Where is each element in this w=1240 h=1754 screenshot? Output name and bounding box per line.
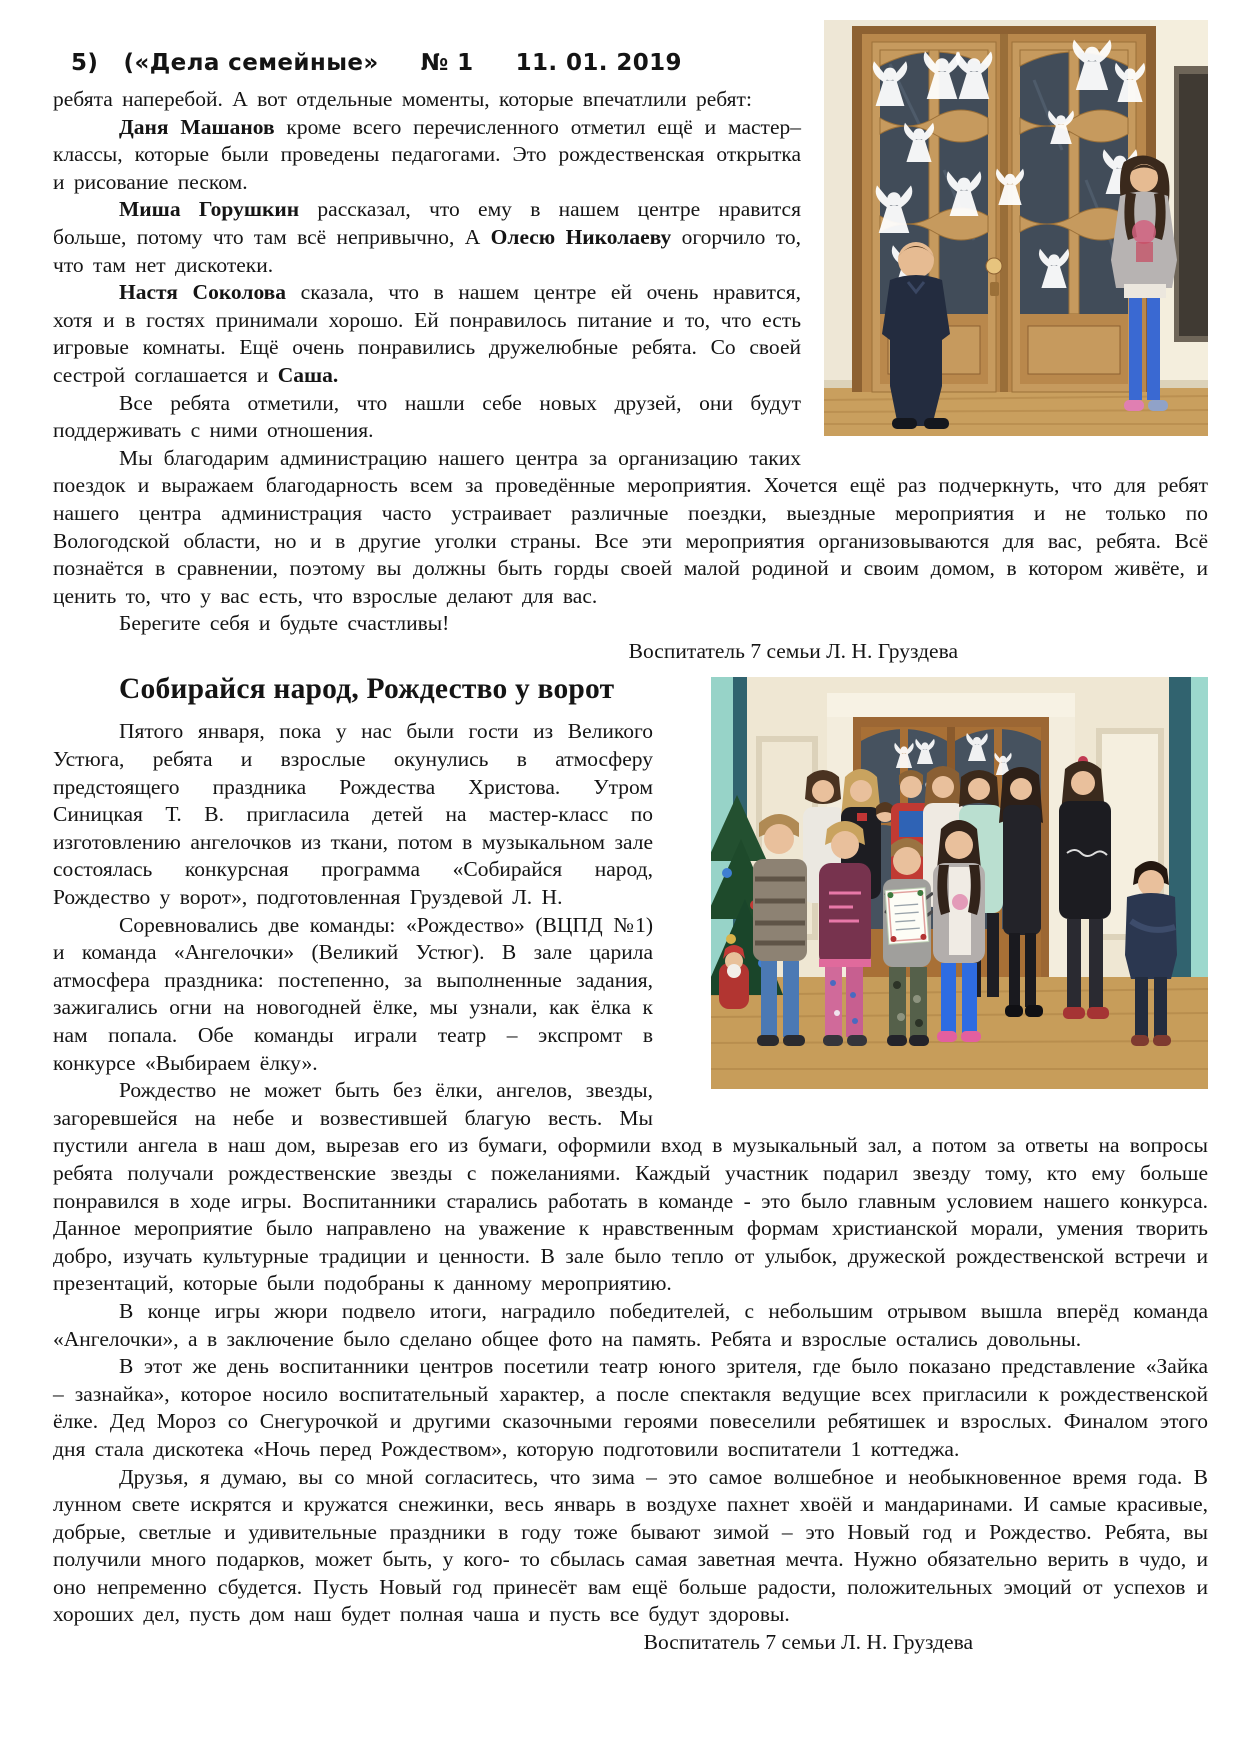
group-photo-illustration xyxy=(711,677,1208,1089)
text-run: сказала, что в нашем центре ей очень нравится, хотя и в гостях принимали хорошо. Ей понравилось питание и то, что есть игровые комнаты. Ещё очень понравились дружелюбные ребята. Со своей сестрой соглашается и xyxy=(53,280,801,387)
section-title: Собирайся народ, Рождество у ворот xyxy=(119,673,615,706)
paragraph-jury: В конце игры жюри подвело итоги, наградило победителей, с небольшим отрывом вышла вперёд команда «Ангелочки», а в заключение было сделано общее фото на память. Ребята и взрослые остались довольны. xyxy=(53,1298,1208,1351)
paragraph-angels: Рождество не может быть без ёлки, ангелов, звезды, загоревшейся на небе и возвестившей благую весть. Мы пустили ангела в наш дом, вырезав его из бумаги, оформили вход в музыкальный зал, а потом за ответы на вопросы ребята получали рождественские звезды с пожеланиями. Каждый участник подарил звезду тому, кто ему больше понравился в ходе игры. Воспитанники старались работать в команде - это было главным условием нашего конкурса. Данное мероприятие было направлено на уважение к нравственным формам христианской морали, умения творить добро, изучать культурные традиции и ценности. В зале было тепло от улыбок, дружеской рождественской встречи и презентаций, которые были подобраны к данному мероприятию. xyxy=(53,1078,1208,1296)
paragraph-theatre: В этот же день воспитанники центров посетили театр юного зрителя, где было показано представление «Зайка – зазнайка», которое носило воспитательный характер, а после спектакля ведущие всех пригласили к рождественской ёлке. Дед Мороз со Снегурочкой и другими сказочными героями повеселили ребятишек и взрослых. Финалом этого дня стала дискотека «Ночь перед Рождеством», которую подготовили воспитатели 1 коттеджа. xyxy=(53,1354,1208,1461)
paragraph-friends: Все ребята отметили, что нашли себе новых друзей, они будут поддерживать с ними отношения. xyxy=(53,390,801,443)
child-name-olesya: Олесю Николаеву xyxy=(490,224,672,249)
page-header: 5) («Дела семейные» № 1 11. 01. 2019 xyxy=(71,50,682,76)
paragraph-jan5: Пятого января, пока у нас были гости из Великого Устюга, ребята и взрослые окунулись в атмосферу предстоящего праздника Рождества Христова. Утром Синицкая Т. В. пригласила детей на мастер-класс по изготовлению ангелочков из ткани, потом в музыкальном зале состоялась конкурсная программа «Собирайся народ, Рождество у ворот», подготовленная Груздевой Л. Н. xyxy=(53,719,653,910)
paragraph-intro: ребята наперебой. А вот отдельные моменты, которые впечатлили ребят: xyxy=(53,87,752,111)
paragraph-winter: Друзья, я думаю, вы со мной согласитесь, что зима – это самое волшебное и необыкновенное время года. В лунном свете искрятся и кружатся снежинки, весь январь в воздухе пахнет хвоёй и мандаринами. И самые красивые, добрые, светлые и удивительные праздники в году тоже бывают зимой – это Новый год и Рождество. Ребята, вы получили много подарков, может быть, у кого- то сбылась самая заветная мечта. Нужно обязательно верить в чудо, и оно непременно сбудется. Пусть Новый год принесёт вам ещё больше радости, положительных эмоций от успехов и хороших дел, пусть дом наш будет полная чаша и пусть все будут здоровы. xyxy=(53,1464,1208,1627)
child-name-nastya: Настя Соколова xyxy=(119,280,287,305)
photo-group-children-christmas xyxy=(711,677,1208,1089)
signature-section1: Воспитатель 7 семьи Л. Н. Груздева xyxy=(628,638,958,663)
signature-section2: Воспитатель 7 семьи Л. Н. Груздева xyxy=(643,1630,973,1655)
text-run: рассказал, что ему в нашем центре нравится больше, потому что там всё непривычно, А xyxy=(53,197,801,249)
child-name-danya: Даня Машанов xyxy=(119,114,275,139)
paragraph-thanks: Мы благодарим администрацию нашего центра за организацию таких поездок и выражаем благодарность всем за проведённые мероприятия. Хочется ещё раз подчеркнуть, что для ребят нашего центра администрация часто устраивает различные поездки, выездные мероприятия и не только по Вологодской области, но и в другие уголки страны. Все эти мероприятия организовываются для вас, ребята. Всё познаётся в сравнении, поэтому вы должны быть горды своей малой родиной и своим домом, в котором живёте, и ценить то, что у вас есть, что взрослые делают для вас. xyxy=(53,445,1208,608)
child-name-sasha: Саша. xyxy=(277,362,339,387)
text-run: огорчило то, что там нет дискотеки. xyxy=(53,224,801,277)
child-name-misha: Миша Горушкин xyxy=(119,197,300,222)
certificate xyxy=(885,888,929,945)
children-at-doors-illustration xyxy=(824,20,1208,436)
text-run: кроме всего перечисленного отметил ещё и мастер–классы, которые были проведены педагогами. Это рождественская открытка и рисование песком. xyxy=(53,114,801,194)
paragraph-teams: Соревновались две команды: «Рождество» (ВЦПД №1) и команда «Ангелочки» (Великий Устюг). В зале царила атмосфера праздника: постепенно, за выполненные задания, зажигались огни на новогодней ёлке, мы узнали, как ёлка к нам попала. Обе команды играли театр – экспромт в конкурсе «Выбираем ёлку». xyxy=(53,912,653,1075)
photo-children-at-decorated-doors xyxy=(824,20,1208,436)
paragraph-wish: Берегите себя и будьте счастливы! xyxy=(119,611,450,636)
